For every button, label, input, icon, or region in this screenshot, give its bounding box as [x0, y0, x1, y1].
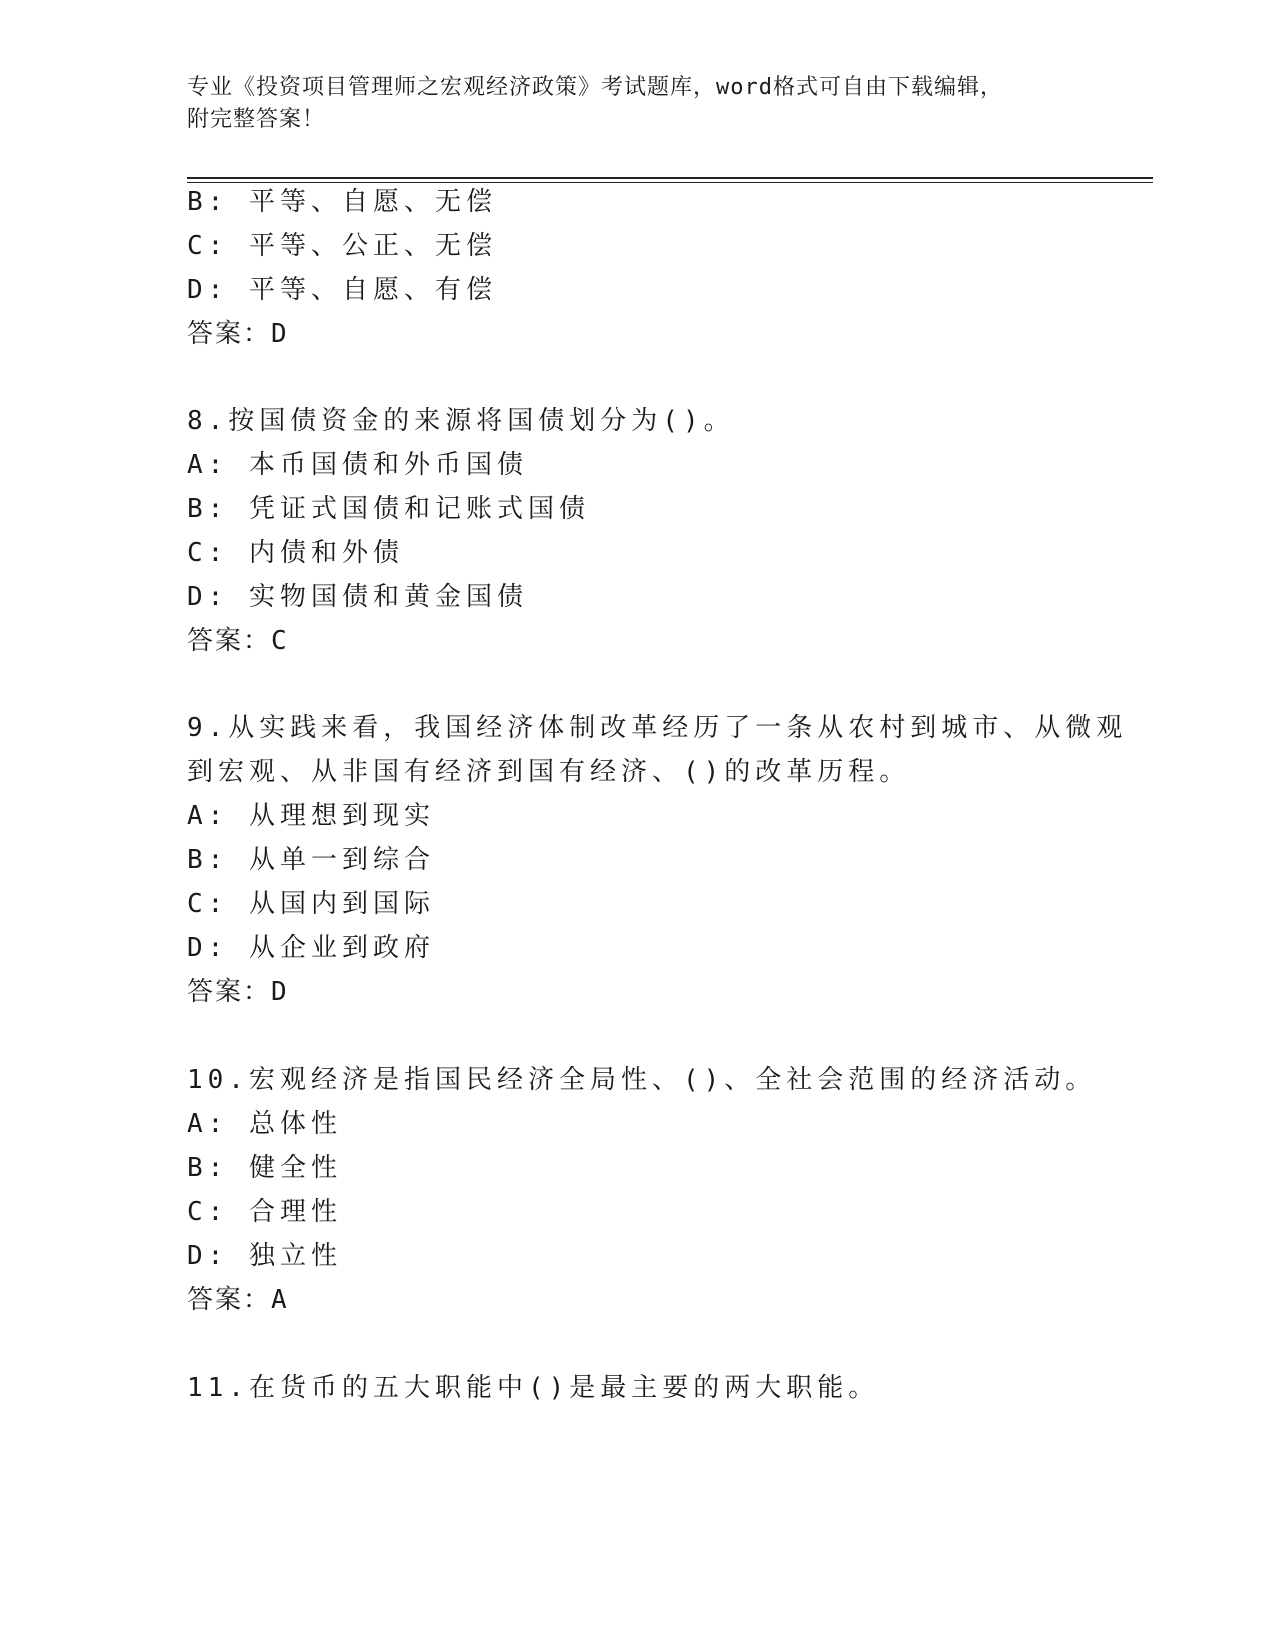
document-header [187, 72, 1087, 136]
q8-option-d: D: 实物国债和黄金国债 [187, 582, 528, 612]
header-divider-thick [187, 177, 1153, 179]
q9-question-line-2: 到宏观、从非国有经济到国有经济、()的改革历程。 [187, 757, 911, 787]
header-line-2: 附完整答案！ [187, 107, 326, 132]
q9-option-a: A: 从理想到现实 [187, 801, 435, 831]
q7-option-b: B: 平等、自愿、无偿 [187, 187, 497, 217]
q7-option-c: C: 平等、公正、无偿 [187, 231, 497, 261]
q11-question: 11.在货币的五大职能中()是最主要的两大职能。 [187, 1373, 880, 1403]
q8-option-b: B: 凭证式国债和记账式国债 [187, 494, 590, 524]
q10-question: 10.宏观经济是指国民经济全局性、()、全社会范围的经济活动。 [187, 1065, 1097, 1095]
q7-answer: 答案：D [187, 319, 289, 349]
q10-option-a: A: 总体性 [187, 1109, 342, 1139]
q8-answer: 答案：C [187, 626, 289, 656]
q9-option-b: B: 从单一到综合 [187, 845, 435, 875]
header-divider-thin [187, 182, 1153, 183]
q10-option-b: B: 健全性 [187, 1153, 342, 1183]
q7-option-d: D: 平等、自愿、有偿 [187, 275, 497, 305]
q9-question-line-1: 9.从实践来看，我国经济体制改革经历了一条从农村到城市、从微观 [187, 713, 1128, 743]
q8-option-a: A: 本币国债和外币国债 [187, 450, 528, 480]
q8-option-c: C: 内债和外债 [187, 538, 404, 568]
q10-answer: 答案：A [187, 1285, 289, 1315]
q9-option-d: D: 从企业到政府 [187, 933, 435, 963]
q8-question: 8.按国债资金的来源将国债划分为()。 [187, 406, 735, 436]
q10-option-c: C: 合理性 [187, 1197, 342, 1227]
q10-option-d: D: 独立性 [187, 1241, 342, 1271]
header-line-1: 专业《投资项目管理师之宏观经济政策》考试题库，word格式可自由下载编辑， [187, 75, 1003, 100]
q9-answer: 答案：D [187, 977, 289, 1007]
q9-option-c: C: 从国内到国际 [187, 889, 435, 919]
